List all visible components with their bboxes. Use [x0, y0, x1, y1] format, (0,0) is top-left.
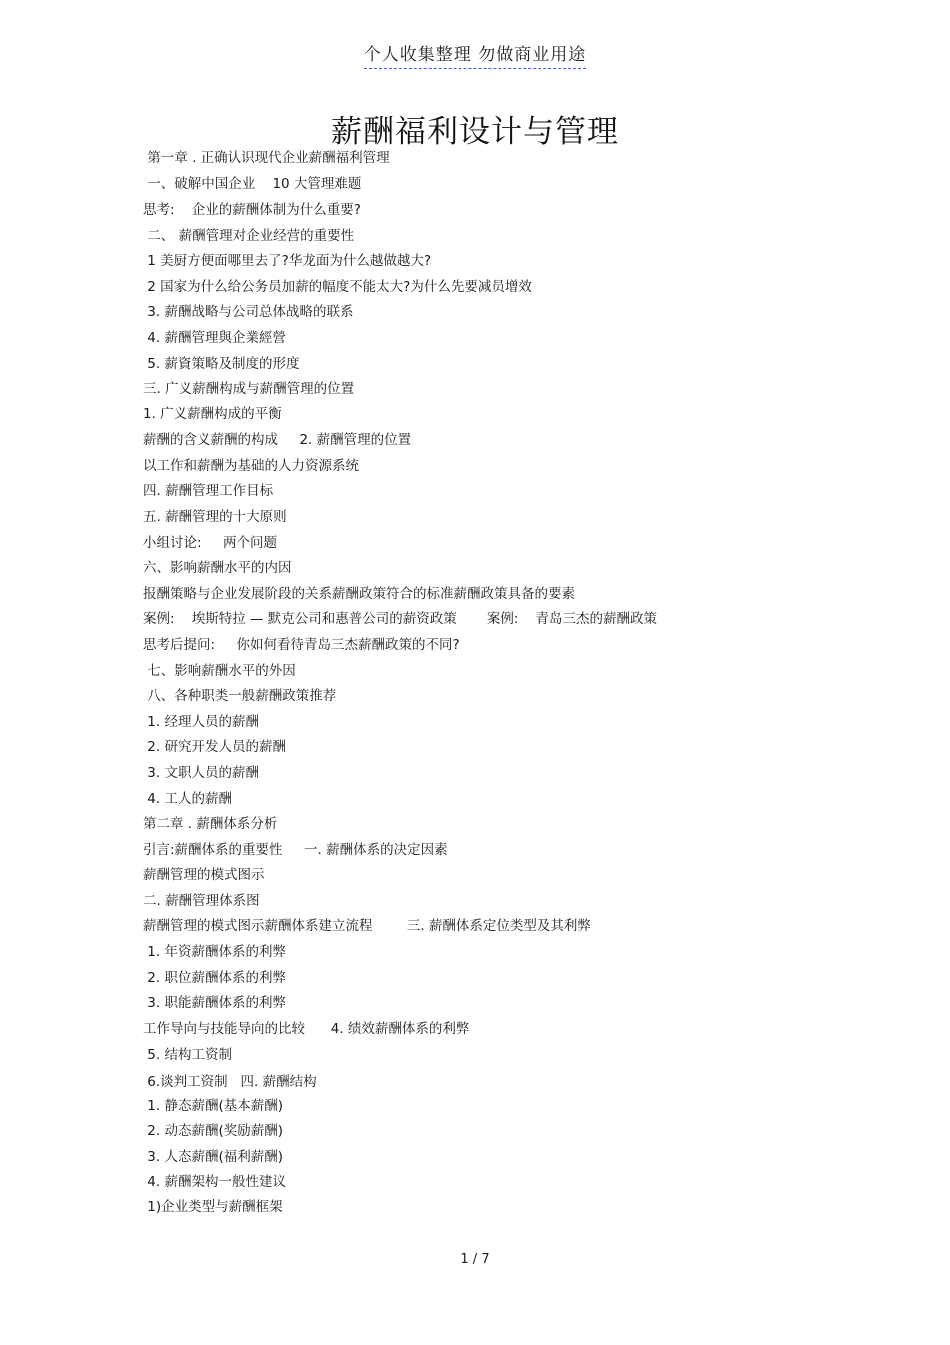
text-line: 2. 职位薪酬体系的利弊: [143, 970, 286, 986]
text-line: 六、影响薪酬水平的内因: [143, 560, 292, 576]
text-line: 七、影响薪酬水平的外因: [143, 663, 296, 679]
text-line: 3. 职能薪酬体系的利弊: [143, 995, 286, 1011]
text-line: 1. 年资薪酬体系的利弊: [143, 944, 286, 960]
page-number: 1 / 7: [460, 1252, 490, 1267]
text-line: 1 美厨方便面哪里去了?华龙面为什么越做越大?: [143, 253, 432, 269]
text-line: 二. 薪酬管理体系图: [143, 893, 260, 909]
text-line: 4. 工人的薪酬: [143, 791, 232, 807]
text-line: 第一章 . 正确认识现代企业薪酬福利管理: [143, 150, 390, 166]
text-line: 5. 结构工资制: [143, 1047, 232, 1063]
text-line: 2. 动态薪酬(奖励薪酬): [143, 1123, 283, 1139]
text-line: 1. 经理人员的薪酬: [143, 714, 259, 730]
text-line: 薪酬的含义薪酬的构成 2. 薪酬管理的位置: [143, 432, 412, 448]
text-line: 4. 薪酬管理與企業經營: [143, 330, 286, 346]
text-line: 小组讨论: 两个问题: [143, 535, 278, 551]
header-text: 个人收集整理 勿做商业用途: [364, 45, 586, 69]
text-line: 思考后提问: 你如何看待青岛三杰薪酬政策的不同?: [143, 637, 460, 653]
text-line: 4. 薪酬架构一般性建议: [143, 1174, 286, 1190]
text-line: 2 国家为什么给公务员加薪的幅度不能太大?为什么先要减员增效: [143, 279, 532, 295]
text-line: 薪酬管理的模式图示: [143, 867, 265, 883]
document-title: 薪酬福利设计与管理: [331, 114, 619, 150]
text-line: 1. 广义薪酬构成的平衡: [143, 406, 282, 422]
text-line: 3. 薪酬战略与公司总体战略的联系: [143, 304, 354, 320]
text-line: 工作导向与技能导向的比较 4. 绩效薪酬体系的利弊: [143, 1021, 470, 1037]
text-line: 6.谈判工资制 四. 薪酬结构: [143, 1074, 317, 1090]
text-line: 引言:薪酬体系的重要性 一. 薪酬体系的决定因素: [143, 842, 448, 858]
text-line: 二、 薪酬管理对企业经营的重要性: [143, 228, 355, 244]
text-line: 一、破解中国企业 10 大管理难题: [143, 176, 362, 192]
text-line: 案例: 埃斯特拉 — 默克公司和惠普公司的薪资政策 案例: 青岛三杰的薪酬政策: [143, 611, 658, 627]
text-line: 思考: 企业的薪酬体制为什么重要?: [143, 202, 361, 218]
text-line: 三. 广义薪酬构成与薪酬管理的位置: [143, 381, 355, 397]
text-line: 报酬策略与企业发展阶段的关系薪酬政策符合的标准薪酬政策具备的要素: [143, 586, 575, 602]
text-line: 以工作和薪酬为基础的人力资源系统: [143, 458, 359, 474]
text-line: 2. 研究开发人员的薪酬: [143, 739, 286, 755]
text-line: 5. 薪資策略及制度的形度: [143, 356, 300, 372]
text-line: 3. 文职人员的薪酬: [143, 765, 259, 781]
text-line: 四. 薪酬管理工作目标: [143, 483, 274, 499]
page-header: [0, 40, 950, 65]
text-line: 3. 人态薪酬(福利薪酬): [143, 1149, 283, 1165]
text-line: 第二章 . 薪酬体系分析: [143, 816, 278, 832]
text-line: 1)企业类型与薪酬框架: [143, 1199, 283, 1215]
text-line: 八、各种职类一般薪酬政策推荐: [143, 688, 337, 704]
text-line: 薪酬管理的模式图示薪酬体系建立流程 三. 薪酬体系定位类型及其利弊: [143, 918, 591, 934]
text-line: 1. 静态薪酬(基本薪酬): [143, 1098, 283, 1114]
text-line: 五. 薪酬管理的十大原则: [143, 509, 287, 525]
